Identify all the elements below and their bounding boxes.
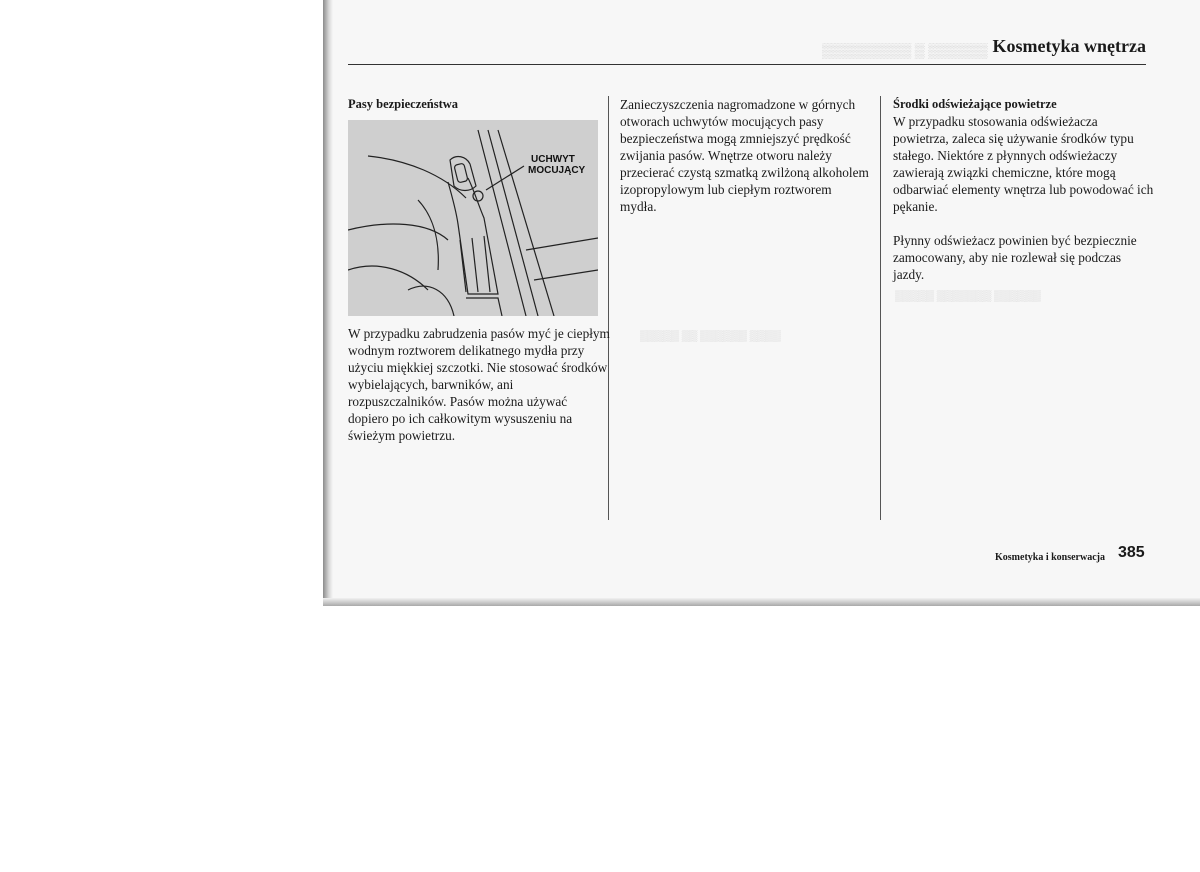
column-divider	[880, 96, 881, 520]
air-fresheners-paragraph-2: Płynny odświeżacz powinien być bezpiecznie zamocowany, aby nie rozlewał się podczas jazdy.	[893, 233, 1137, 282]
seat-belts-cleaning-text: W przypadku zabrudzenia pasów myć je ciepłym wodnym roztworem delikatnego mydła przy użyciu miękkiej szczotki. Nie stosować środków wybielających, barwników, ani rozpuszczalników. Pasów można używać dopiero po ich całkowitym wysuszeniu na świeżym powietrzu.	[348, 326, 610, 443]
seat-belts-body	[348, 325, 610, 444]
show-through-text: ▒▒▒▒▒ ▒▒ ▒▒▒▒▒▒ ▒▒▒▒	[640, 330, 781, 342]
show-through-text: ▒▒▒▒▒ ▒▒▒▒▒▒▒ ▒▒▒▒▒▒	[895, 290, 1041, 302]
section-title: Kosmetyka wnętrza	[992, 36, 1146, 56]
column-seat-belts	[348, 96, 610, 113]
seat-belts-heading: Pasy bezpieczeństwa	[348, 97, 459, 111]
air-fresheners-paragraph-1: W przypadku stosowania odświeżacza powietrza, zaleca się używanie środków typu stałego. Niektóre z płynnych odświeżaczy zawierają związki chemiczne, które mogą odbarwiać elementy wnętrza lub powodować ich pękanie.	[893, 114, 1154, 214]
show-through-text: ▒▒▒▒▒▒▒▒▒ ▒ ▒▒▒▒▒▒	[822, 44, 988, 59]
callout-label-line2: MOCUJĄCY	[528, 165, 586, 176]
page-bottom-shadow	[323, 598, 1200, 606]
page-number: 385	[1118, 544, 1145, 561]
footer-chapter-label: Kosmetyka i konserwacja	[995, 552, 1105, 563]
column-anchor-cleaning	[620, 96, 870, 215]
seat-belt-anchor-illustration	[348, 120, 598, 316]
column-air-fresheners	[893, 96, 1155, 283]
page-binding-shadow	[323, 0, 333, 604]
header-rule	[348, 64, 1146, 65]
callout-label-line1: UCHWYT	[531, 154, 575, 165]
air-fresheners-heading: Środki odświeżające powietrze	[893, 97, 1057, 111]
column-divider	[608, 96, 609, 520]
anchor-cleaning-text: Zanieczyszczenia nagromadzone w górnych otworach uchwytów mocujących pasy bezpieczeństwa mogą zmniejszyć prędkość zwijania pasów. Wnętrze otworu należy przecierać czystą szmatką zwilżoną alkoholem izopropylowym lub ciepłym roztworem mydła.	[620, 97, 869, 214]
seat-belt-drawing	[348, 120, 598, 316]
